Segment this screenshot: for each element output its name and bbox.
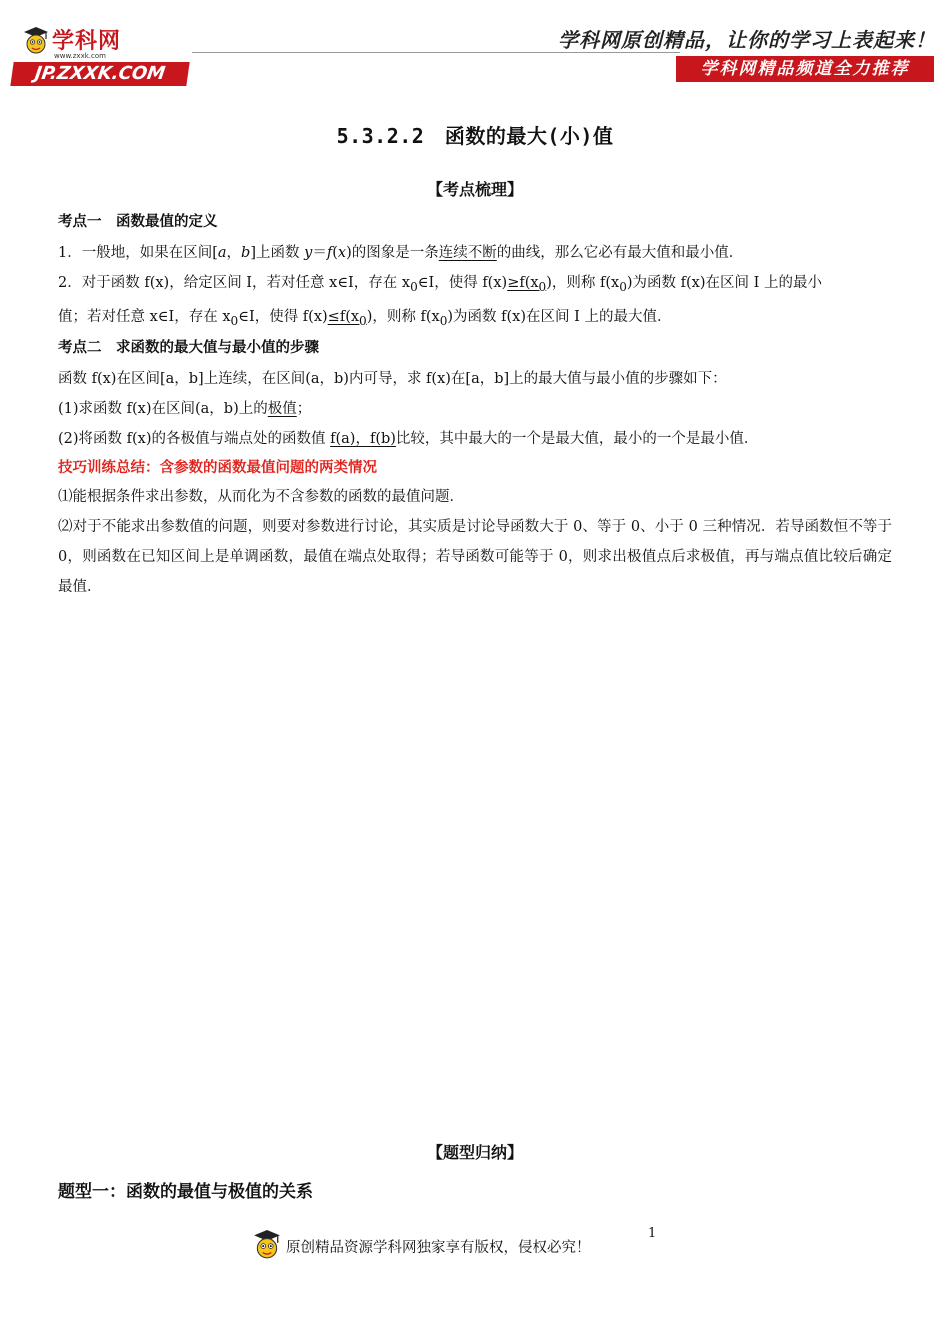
page-number: 1 bbox=[648, 1226, 657, 1241]
text-run: ]上函数 bbox=[250, 245, 305, 261]
math-var: a bbox=[217, 245, 227, 261]
text-run: 1．一般地，如果在区间[ bbox=[58, 245, 218, 261]
point-one-line-1 bbox=[58, 238, 892, 268]
point-two-line-2 bbox=[58, 394, 892, 424]
copyright-notice: 原创精品资源学科网独家享有版权，侵权必究！ bbox=[286, 1240, 591, 1256]
main-content bbox=[58, 120, 892, 602]
subscript: 0 bbox=[538, 279, 547, 294]
logo-domain: JP.ZXXK.COM bbox=[10, 62, 189, 86]
logo-url: www.zxxk.com bbox=[54, 52, 106, 60]
text-run: ， bbox=[226, 245, 242, 261]
text-run: ； bbox=[296, 400, 312, 417]
text-run: )为函数 f(x)在区间 I 上的最小 bbox=[626, 275, 822, 291]
text-run: )，则称 f(x bbox=[546, 275, 620, 291]
mascot-icon bbox=[252, 1228, 282, 1262]
text-run: ≥f(x bbox=[507, 275, 539, 291]
text-run: )为函数 f(x)在区间 I 上的最大值． bbox=[447, 308, 672, 325]
subscript: 0 bbox=[619, 279, 627, 294]
text-run: ≤f(x bbox=[327, 308, 360, 325]
page-title: 5.3.2.2 函数的最大(小)值 bbox=[336, 124, 614, 148]
point-one-line-3 bbox=[58, 302, 892, 336]
type-one-title: 题型一：函数的最值与极值的关系 bbox=[58, 1182, 313, 1202]
mascot-icon bbox=[22, 26, 50, 56]
subscript: 0 bbox=[359, 313, 367, 328]
page-header bbox=[0, 0, 950, 95]
math-var: x bbox=[337, 245, 347, 261]
text-run: 比较，其中最大的一个是最大值，最小的一个是最小值． bbox=[395, 430, 759, 447]
subscript: 0 bbox=[439, 313, 448, 328]
header-slogan: 学科网原创精品，让你的学习上表起来！ bbox=[558, 28, 936, 52]
tip-line-1: ⑴能根据条件求出参数，从而化为不含参数的函数的最值问题． bbox=[58, 488, 464, 505]
tip-line-2: ⑵对于不能求出参数值的问题，则要对参数进行讨论，其实质是讨论导函数大于 0、等于 0、小于 0 三种情况．若导函数恒不等于 0，则函数在已知区间上是单调函数，最值在端点处取得；若导函数可能等于 0，则求出极值点后求极值，再与端点值比较后确定最值． bbox=[58, 518, 892, 595]
text-run: ＝ bbox=[312, 245, 327, 261]
text-run: 2．对于函数 f(x)，给定区间 I，若对任意 x∈I，存在 x bbox=[58, 275, 411, 291]
underlined-term bbox=[507, 275, 547, 294]
point-two-line-3 bbox=[58, 424, 892, 454]
logo-name: 学科网 bbox=[52, 29, 122, 54]
subscript: 0 bbox=[230, 313, 239, 328]
point-one-line-2 bbox=[58, 268, 892, 302]
math-var: b bbox=[241, 245, 251, 261]
text-run: )的图象是一条 bbox=[346, 245, 439, 261]
point-one-title: 考点一 函数最值的定义 bbox=[58, 214, 218, 230]
page-footer bbox=[0, 1224, 950, 1264]
underlined-term: 极值 bbox=[267, 400, 297, 417]
site-logo[interactable] bbox=[12, 22, 192, 86]
underlined-term: 连续不断 bbox=[438, 245, 497, 261]
point-two-line-1: 函数 f(x)在区间[a，b]上连续，在区间(a，b)内可导，求 f(x)在[a，b]上的最大值与最小值的步骤如下： bbox=[58, 370, 727, 387]
text-run: ∈I，使得 f(x) bbox=[417, 275, 508, 291]
subscript: 0 bbox=[410, 279, 418, 294]
text-run: (1)求函数 f(x)在区间(a，b)上的 bbox=[58, 400, 268, 417]
underlined-term bbox=[327, 308, 367, 328]
section-heading-points: 【考点梳理】 bbox=[426, 180, 523, 199]
underlined-term: f(a)，f(b) bbox=[330, 430, 396, 447]
point-two-title: 考点二 求函数的最大值与最小值的步骤 bbox=[58, 339, 319, 356]
text-run: 值；若对任意 x∈I，存在 x bbox=[58, 308, 231, 325]
math-var: y bbox=[304, 245, 313, 261]
section-heading-types: 【题型归纳】 bbox=[426, 1143, 523, 1162]
text-run: )，则称 f(x bbox=[366, 308, 440, 325]
math-var: f bbox=[326, 245, 333, 261]
text-run: ( bbox=[332, 245, 338, 261]
text-run: ∈I，使得 f(x) bbox=[238, 308, 328, 325]
tip-title: 技巧训练总结：含参数的函数最值问题的两类情况 bbox=[58, 459, 377, 476]
question-types-section bbox=[58, 1140, 892, 1202]
header-banner: 学科网精品频道全力推荐 bbox=[676, 56, 934, 82]
text-run: (2)将函数 f(x)的各极值与端点处的函数值 bbox=[58, 430, 331, 447]
text-run: 的曲线，那么它必有最大值和最小值． bbox=[496, 245, 744, 261]
